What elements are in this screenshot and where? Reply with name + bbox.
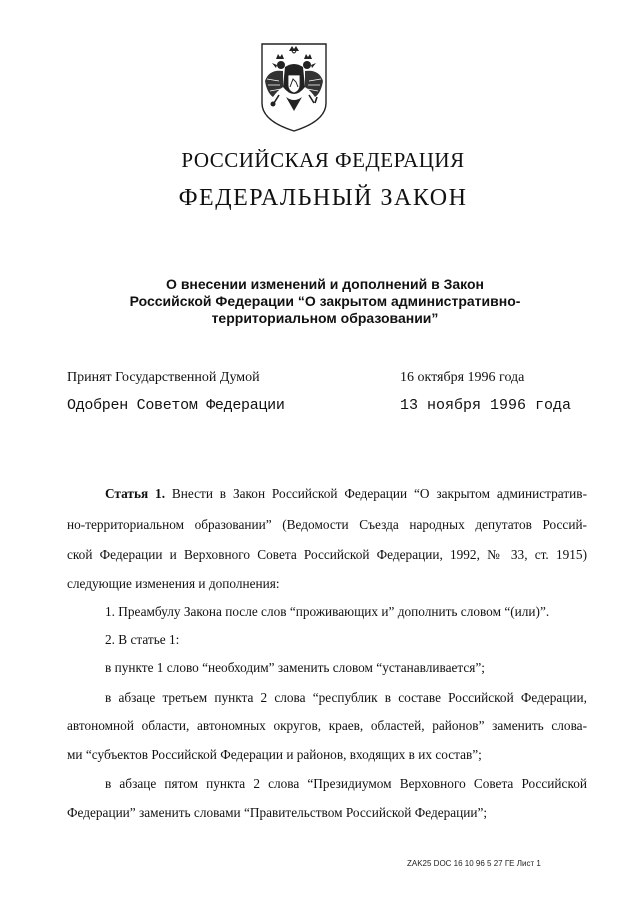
page-footer: ZAK25 DOC 16 10 96 5 27 ГЕ Лист 1: [407, 859, 541, 868]
law-title-line: О внесении изменений и дополнений в Закон: [166, 276, 484, 292]
article-line: в пункте 1 слово “необходим” заменить словом “устанавливается”;: [105, 660, 485, 675]
article-line: ми “субъектов Российской Федерации и районов, входящих в их состав”;: [67, 747, 482, 762]
article-line: Федерации” заменить словами “Правительством Российской Федерации”;: [67, 805, 488, 820]
law-title: [100, 276, 550, 327]
law-title-line: территориальном образовании”: [211, 310, 439, 326]
article-line: 2. В статье 1:: [105, 632, 180, 647]
article-label: Статья 1.: [105, 486, 166, 501]
article-line: ской Федерации и Верховного Совета Российской Федерации, 1992, № 33, ст. 1915): [67, 547, 587, 562]
article-line: 1. Преамбулу Закона после слов “проживающих и” дополнить словом “(или)”.: [105, 604, 550, 619]
article-line: в абзаце третьем пункта 2 слова “республик в составе Российской Федерации,: [105, 690, 587, 705]
article-line: следующие изменения и дополнения:: [67, 576, 280, 591]
article-line-text: Внести в Закон Российской Федерации “О закрытом административ-: [165, 486, 587, 501]
article-line: автономной области, автономных округов, краев, областей, районов” заменить слова-: [67, 718, 587, 733]
council-approval-date: 13 ноября 1996 года: [400, 397, 572, 414]
country-heading: РОССИЙСКАЯ ФЕДЕРАЦИЯ: [181, 148, 465, 172]
article-line: в абзаце пятом пункта 2 слова “Президиумом Верховного Совета Российской: [105, 776, 587, 791]
document-type-heading: ФЕДЕРАЛЬНЫЙ ЗАКОН: [178, 185, 468, 211]
article-line: [105, 486, 587, 502]
duma-adoption-label: Принят Государственной Думой: [67, 370, 260, 385]
council-approval-label: Одобрен Советом Федерации: [67, 397, 285, 414]
coat-of-arms-emblem: [259, 41, 329, 133]
law-title-line: Российской Федерации “О закрытом административно-: [129, 293, 521, 309]
duma-adoption-date: 16 октября 1996 года: [400, 370, 525, 385]
article-line: но-территориальном образовании” (Ведомости Съезда народных депутатов Россий-: [67, 517, 587, 532]
